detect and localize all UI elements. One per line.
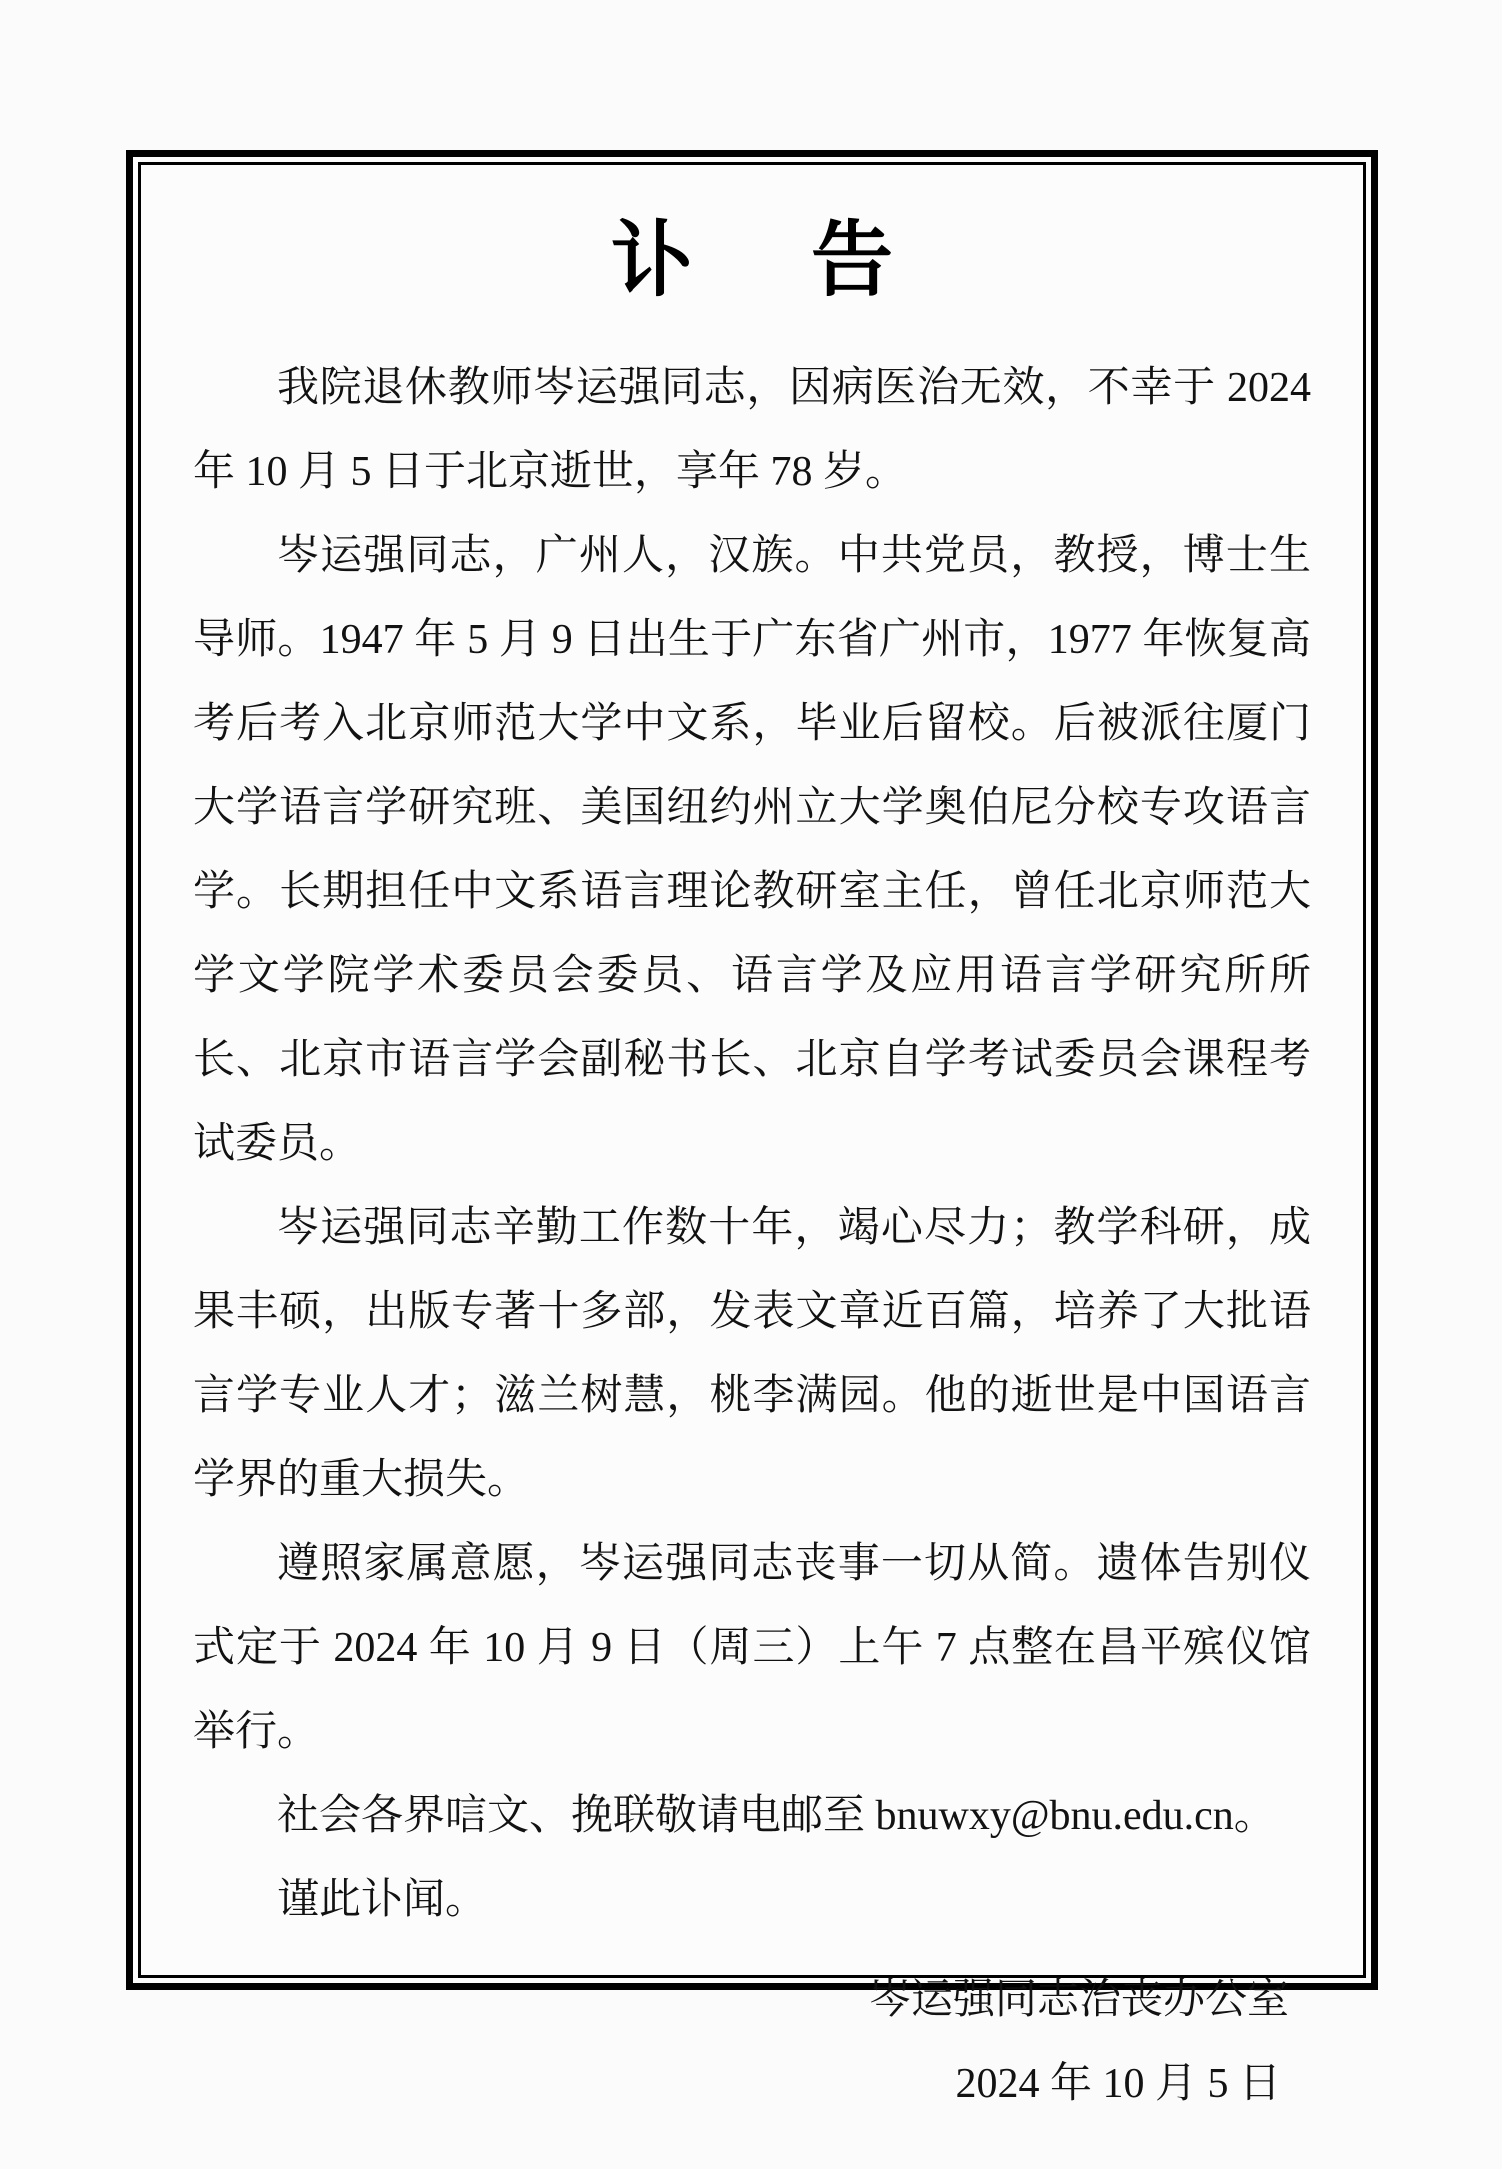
paragraph-death-announcement: 我院退休教师岑运强同志，因病医治无效，不幸于 2024 年 10 月 5 日于北京逝世，享年 78 岁。 [193, 365, 1311, 495]
signature-funeral-committee: 岑运强同志治丧办公室 [868, 1977, 1289, 2023]
notice-date: 2024 年 10 月 5 日 [955, 2061, 1281, 2107]
document-outer-border [126, 150, 1378, 2107]
paragraph-achievements: 岑运强同志辛勤工作数十年，竭心尽力；教学科研，成果丰硕，出版专著十多部，发表文章近百篇，培养了大批语言学专业人才；滋兰树慧，桃李满园。他的逝世是中国语言学界的重大损失。 [193, 1205, 1311, 1503]
paragraph-closing: 谨此讣闻。 [277, 1877, 488, 1923]
paragraph-biography: 岑运强同志，广州人，汉族。中共党员，教授，博士生导师。1947 年 5 月 9 日出生于广东省广州市，1977 年恢复高考后考入北京师范大学中文系，毕业后留校。后被派往厦门大学语言学研究班、美国纽约州立大学奥伯尼分校专攻语言学。长期担任中文系语言理论教研室主任，曾任北京师范大学文学院学术委员会委员、语言学及应用语言学研究所所长、北京市语言学会副秘书长、北京自学考试委员会课程考试委员。 [193, 533, 1311, 1167]
paragraph-funeral-arrangements: 遵照家属意愿，岑运强同志丧事一切从简。遗体告别仪式定于 2024 年 10 月 9 日（周三）上午 7 点整在昌平殡仪馆举行。 [193, 1541, 1311, 1755]
document-inner-border [138, 162, 1366, 2107]
paragraph-condolence-email: 社会各界唁文、挽联敬请电邮至 bnuwxy@bnu.edu.cn。 [277, 1793, 1276, 1839]
page-title: 讣 告 [610, 215, 912, 306]
